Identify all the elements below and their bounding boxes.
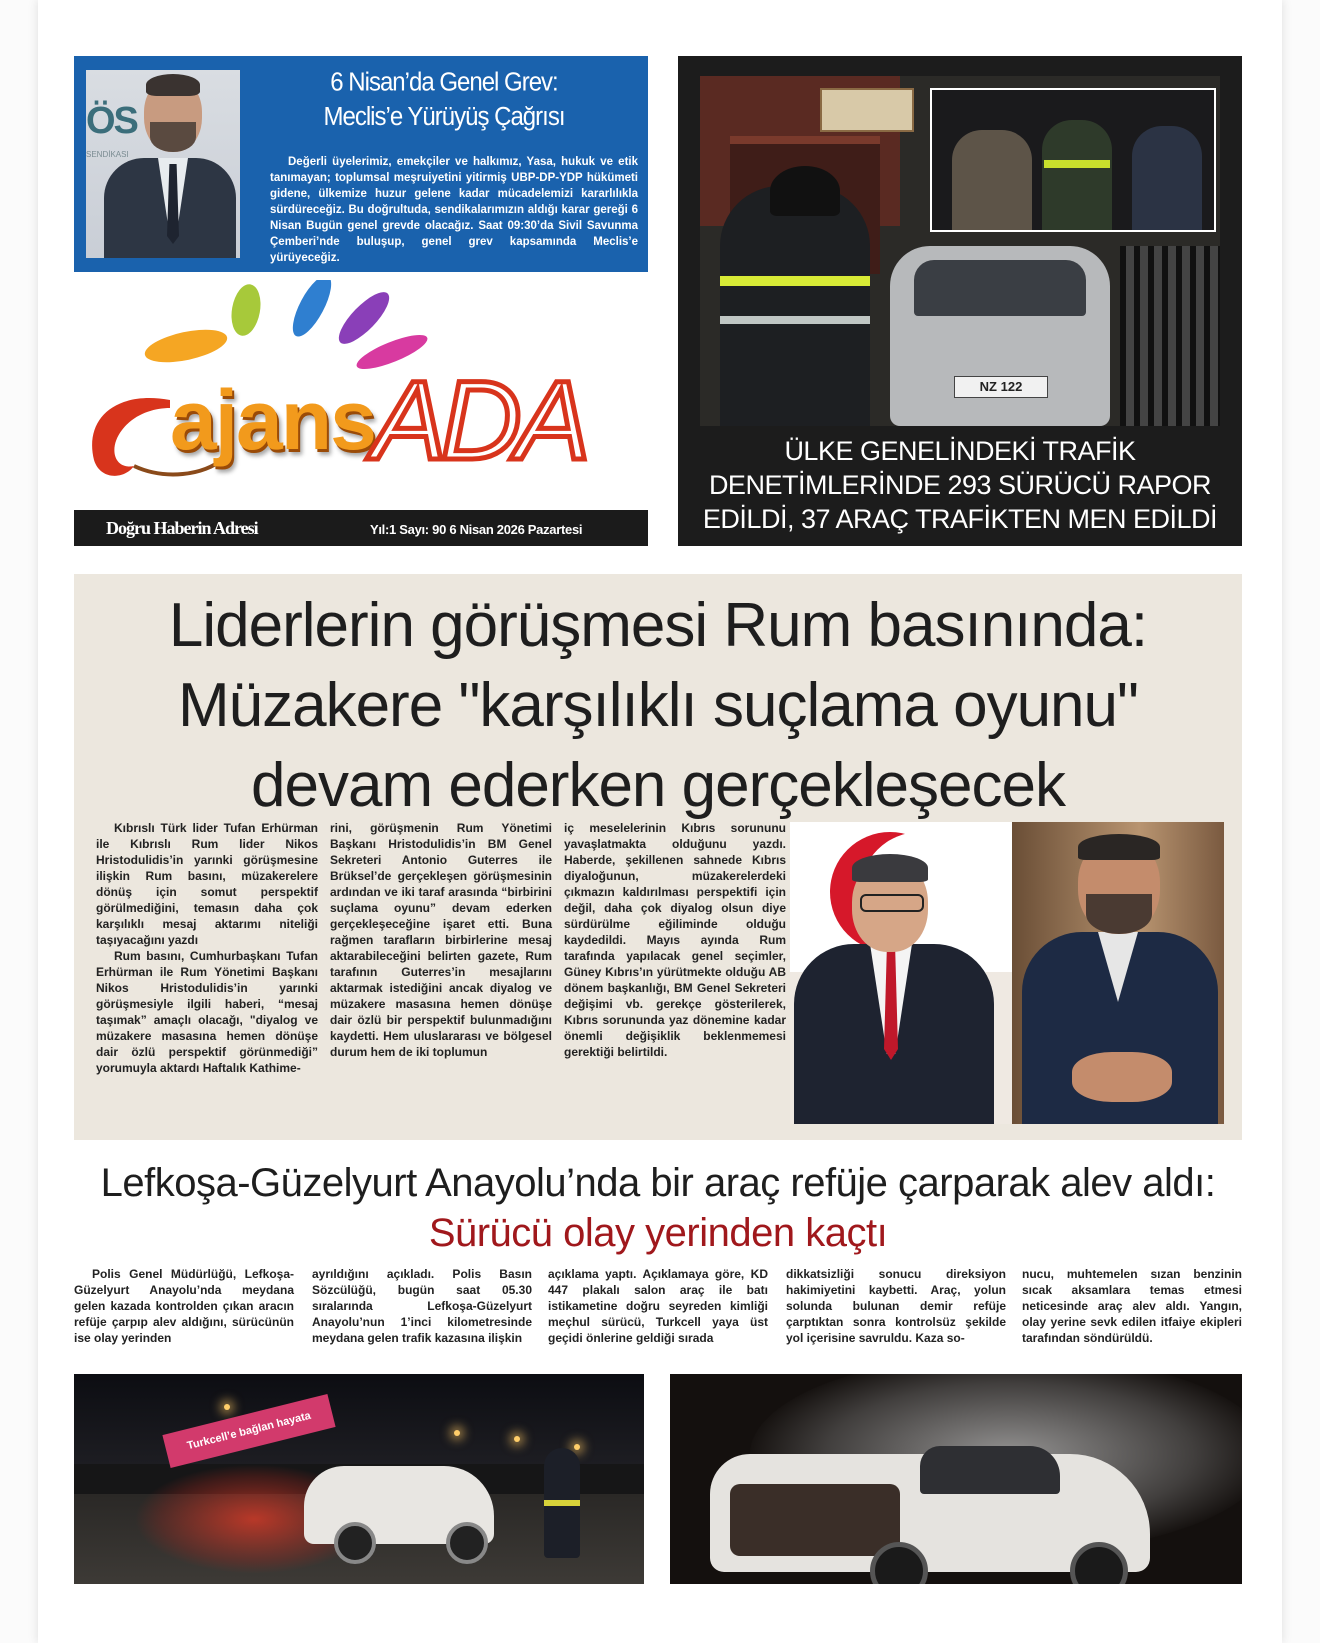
erhurman-photo	[790, 822, 1012, 1124]
union-leader-photo	[86, 70, 240, 258]
hristodulidis-photo	[1012, 822, 1224, 1124]
notice-title	[252, 65, 636, 134]
logo-word-ajans: ajans	[170, 373, 375, 467]
crash-column-5: nucu, muhtemelen sızan benzinin sıcak aksamlara temas etmesi neticesinde araç alev aldı. Yangın, olay yerine sevk edilen itfaiye ekipleri tarafından söndürüldü.	[1022, 1267, 1242, 1345]
masthead-issue-info: Yıl:1 Sayı: 90 6 Nisan 2026 Pazartesi	[370, 522, 583, 537]
strike-notice-box	[74, 56, 648, 272]
license-plate: NZ 122	[954, 376, 1048, 398]
crash-column-2: ayrıldığını açıkladı. Polis Basın Sözcülüğü, bugün saat 05.30 sıralarında Lefkoşa-Güzelyurt Anayolu’nun 1’inci kilometresinde meydana gelen trafik kazasına ilişkin	[312, 1267, 532, 1345]
crash-subheadline: Sürücü olay yerinden kaçtı	[428, 1211, 888, 1255]
crash-headline: Lefkoşa-Güzelyurt Anayolu’nda bir araç refüje çarparak alev aldı:	[100, 1161, 1216, 1205]
lead-column-1	[96, 820, 318, 1076]
traffic-headline-line3: EDİLDİ, 37 ARAÇ TRAFİKTEN MEN EDİLDİ	[702, 504, 1218, 534]
traffic-headline-line2: DENETİMLERİNDE 293 SÜRÜCÜ RAPOR	[708, 470, 1212, 500]
lead-column-3	[564, 820, 786, 1060]
lead-headline-line3: devam ederken gerçekleşecek	[251, 751, 1065, 820]
lead-column-2	[330, 820, 552, 1060]
masthead-slogan: Doğru Haberin Adresi	[106, 518, 258, 538]
traffic-inset-photo	[930, 88, 1216, 232]
traffic-headline	[688, 434, 1232, 536]
notice-title-line2: Meclis’e Yürüyüş Çağrısı	[323, 102, 565, 132]
notice-body	[270, 154, 638, 266]
masthead-bar	[74, 510, 648, 546]
crash-photo-burned-car	[670, 1374, 1242, 1584]
logo-word-ada: ADA	[372, 358, 585, 483]
ajans-ada-logo	[74, 280, 648, 512]
lead-col2-text: rini, görüşmenin Rum Yönetimi Başkanı Hristodulidis’in BM Genel Sekreteri Antonio Guterres ile Brüksel’de gerçekleşen görüşmesinin ardından ve iki taraf arasında “birbirini suçlama oyunu” devam ederken gerçekleşeceğine işaret etti. Buna rağmen tarafların birbirlerine mesaj aktarabileceğini belirten gazete, Rum tarafının Guterres’in mesajlarını aktarmak istediğini ancak diyalog ve müzakere masasına hemen dönüşe dair özlü bir perspektif bulunmadığını kaydetti. Hem uluslararası ve bölgesel durum hem de iki toplumun	[330, 821, 552, 1059]
traffic-inspection-photo	[700, 76, 1220, 426]
lead-col3-text: iç meselelerinin Kıbrıs sorununu yavaşlatmakta olduğunu yazdı. Haberde, şekillenen sahnede Kıbrıs diyaloğunun, müzakerelerdeki çıkmazın kaldırılması perspektifi için değil, daha çok diyalog olsun diye sürdürülme eğiliminde olduğu kaydedildi. Mayıs ayında Rum tarafında yapılacak genel seçimler, Güney Kıbrıs’ın yürütmekte olduğu AB dönem başkanlığı, BM Genel Sekreteri değişimi vb. gerekçe gösterilerek, Kıbrıs sorununda yaz dönemine kadar önemli değişiklik beklenmemesi gerektiği belirtildi.	[564, 821, 786, 1059]
lead-article	[74, 574, 1242, 1140]
crash-column-3: açıklama yaptı. Açıklamaya göre, KD 447 plakalı salon araç ile batı istikametine doğru seyreden kimliği meçhul sürücü, Turkcell yaya üst geçidi önlerine geldiği sırada	[548, 1267, 768, 1345]
leaders-photo	[790, 822, 1224, 1124]
lead-headline	[94, 586, 1222, 826]
firefighter	[544, 1448, 580, 1558]
lead-headline-line2: Müzakere "karşılıklı suçlama oyunu"	[177, 671, 1139, 740]
crash-column-1	[74, 1266, 294, 1346]
union-logo-subtext: SENDİKASI	[86, 150, 129, 159]
crash-photo-night	[74, 1374, 644, 1584]
inspected-car	[890, 246, 1110, 426]
traffic-story-box	[678, 56, 1242, 546]
lead-headline-line1: Liderlerin görüşmesi Rum basınında:	[168, 591, 1148, 660]
lead-col1-para1: Kıbrıslı Türk lider Tufan Erhürman ile Kıbrıslı Rum lider Nikos Hristodulidis’in yarınki görüşmesine ilişkin Rum basını, müzakerelere dönüş için somut perspektif görülmediğini, temasın daha çok karşılıklı mesaj aktarımı niteliği taşıyacağını yazdı	[96, 821, 318, 947]
police-officer	[720, 186, 870, 426]
notice-title-line1: 6 Nisan’da Genel Grev:	[330, 67, 558, 97]
traffic-headline-line1: ÜLKE GENELİNDEKİ TRAFİK	[784, 436, 1136, 466]
crash-column-4: dikkatsizliği sonucu direksiyon hakimiyetini kaybetti. Araç, yolun solunda bulunan demir refüje çarptıktan sonra kontrolsüz şekilde yol içerisine savruldu. Kaza so-	[786, 1267, 1006, 1345]
lead-col1-para2: Rum basını, Cumhurbaşkanı Tufan Erhürman ile Rum Yönetimi Başkanı Nikos Hristodulidis’in yarınki görüşmesiyle ilgili haberi, “mesaj taşımak” amaçlı olacağı, "diyalog ve müzakere masasına hemen dönüşe dair özlü perspektif görünmediği” yorumuyla aktardı Haftalık Kathime-	[96, 949, 318, 1075]
notice-body-text: Değerli üyelerimiz, emekçiler ve halkımız, Yasa, hukuk ve etik tanımayan; toplumsal meşruiyetini yitirmiş UBP-DP-YDP hükümeti gidene, ülkemize huzur gelene kadar mücadelemizi kararlılıkla sürdüreceğiz. Bu doğrultuda, sendikalarımızın aldığı karar gereği 6 Nisan Bugün genel grevde olacağız. Saat 09:30’da Sivil Savunma Çemberi’nde buluşup, genel grev kapsamında Meclis’e yürüyeceğiz.	[270, 156, 638, 264]
union-logo-text: ÖS	[86, 100, 137, 142]
crash-col1-text: Polis Genel Müdürlüğü, Lefkoşa-Güzelyurt Anayolu’nda meydana gelen kazada kontrolden çıkan aracın refüje çarpıp alev aldığını, sürücünün ise olay yerinden	[74, 1267, 294, 1345]
overpass-sign: Turkcell’e bağlan hayata	[162, 1394, 335, 1468]
